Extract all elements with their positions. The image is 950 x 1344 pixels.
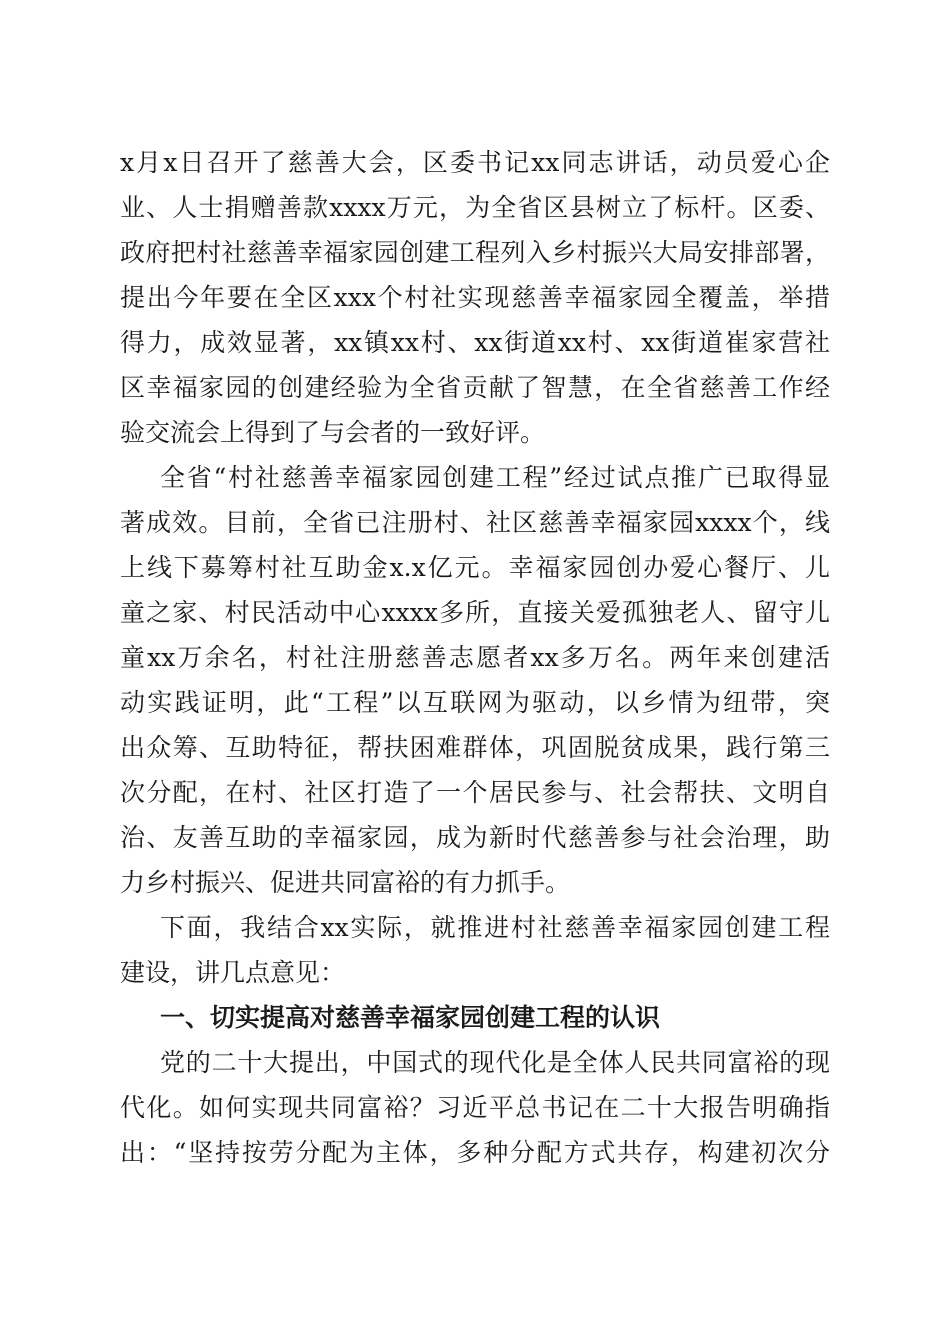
text-line: x月x日召开了慈善大会，区委书记xx同志讲话，动员爱心企 bbox=[120, 148, 830, 177]
text-line: 力乡村振兴、促进共同富裕的有力抓手。 bbox=[120, 868, 571, 897]
text-line: 著成效。目前，全省已注册村、社区慈善幸福家园xxxx个，线 bbox=[120, 508, 830, 537]
text-line: 建设，讲几点意见： bbox=[120, 958, 346, 987]
paragraph-4 bbox=[120, 1040, 830, 1175]
paragraph-2 bbox=[120, 455, 830, 905]
paragraph-1 bbox=[120, 140, 830, 455]
paragraph-3 bbox=[120, 905, 830, 995]
text-line: 治、友善互助的幸福家园，成为新时代慈善参与社会治理，助 bbox=[120, 823, 830, 852]
text-line: 代化。如何实现共同富裕？习近平总书记在二十大报告明确指 bbox=[120, 1093, 830, 1122]
text-line: 出：“坚持按劳分配为主体，多种分配方式共存，构建初次分 bbox=[120, 1138, 830, 1167]
text-line: 政府把村社慈善幸福家园创建工程列入乡村振兴大局安排部署， bbox=[120, 238, 830, 267]
text-line: 提出今年要在全区xxx个村社实现慈善幸福家园全覆盖，举措 bbox=[120, 283, 830, 312]
text-line: 出众筹、互助特征，帮扶困难群体，巩固脱贫成果，践行第三 bbox=[120, 733, 830, 762]
text-line: 区幸福家园的创建经验为全省贡献了智慧，在全省慈善工作经 bbox=[120, 373, 830, 402]
text-line: 下面，我结合xx实际，就推进村社慈善幸福家园创建工程 bbox=[160, 913, 830, 942]
text-line: 动实践证明，此“工程”以互联网为驱动，以乡情为纽带，突 bbox=[120, 688, 830, 717]
text-line: 上线下募筹村社互助金x.x亿元。幸福家园创办爱心餐厅、儿 bbox=[120, 553, 830, 582]
text-line: 党的二十大提出，中国式的现代化是全体人民共同富裕的现 bbox=[160, 1048, 830, 1077]
text-line: 业、人士捐赠善款xxxx万元，为全省区县树立了标杆。区委、 bbox=[120, 193, 830, 222]
text-line: 童xx万余名，村社注册慈善志愿者xx多万名。两年来创建活 bbox=[120, 643, 830, 672]
text-line: 全省“村社慈善幸福家园创建工程”经过试点推广已取得显 bbox=[160, 463, 830, 492]
text-line: 验交流会上得到了与会者的一致好评。 bbox=[120, 418, 546, 447]
text-line: 得力，成效显著，xx镇xx村、xx街道xx村、xx街道崔家营社 bbox=[120, 328, 830, 357]
text-line: 童之家、村民活动中心xxxx多所，直接关爱孤独老人、留守儿 bbox=[120, 598, 830, 627]
document-page bbox=[120, 140, 830, 1175]
section-heading: 一、切实提高对慈善幸福家园创建工程的认识 bbox=[160, 1003, 661, 1032]
text-line: 次分配，在村、社区打造了一个居民参与、社会帮扶、文明自 bbox=[120, 778, 830, 807]
